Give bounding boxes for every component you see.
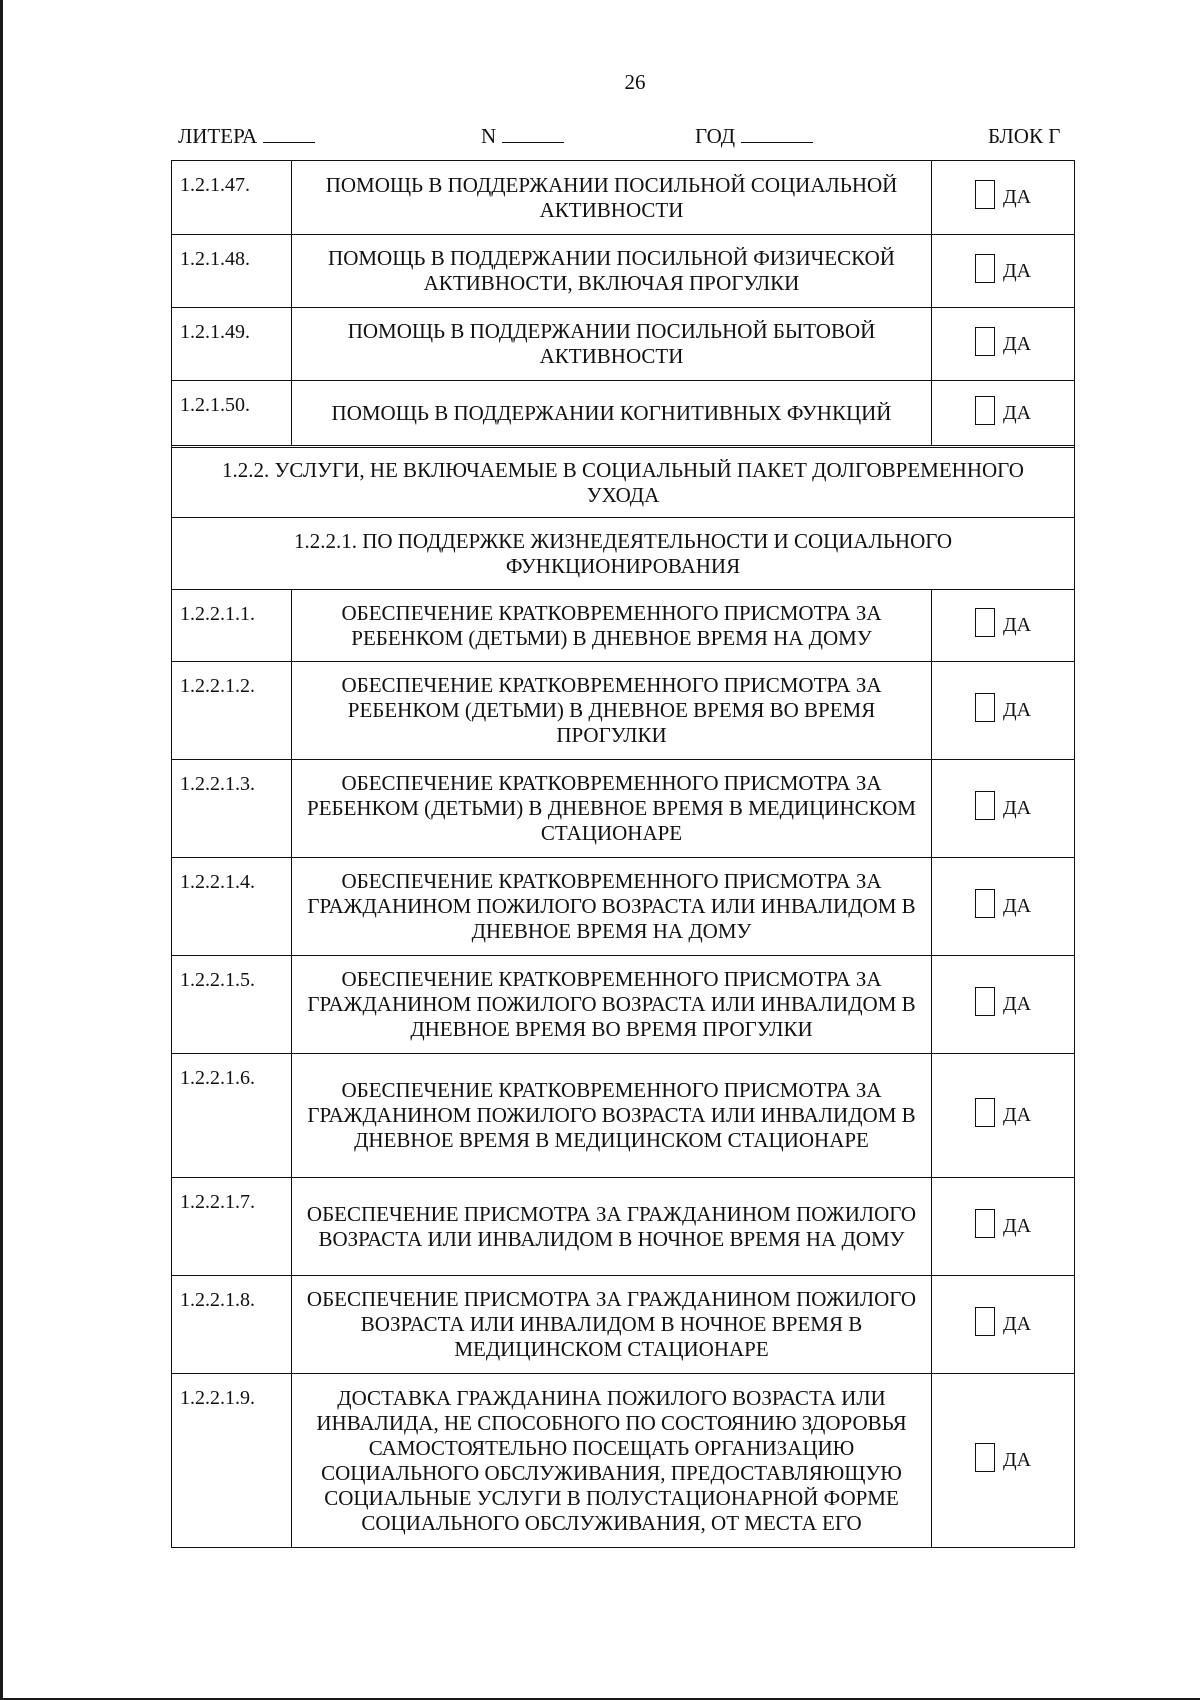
item-description: ОБЕСПЕЧЕНИЕ КРАТКОВРЕМЕННОГО ПРИСМОТРА ЗА ГРАЖДАНИНОМ ПОЖИЛОГО ВОЗРАСТА ИЛИ ИНВАЛИДОМ В ДНЕВНОЕ ВРЕМЯ В МЕДИЦИНСКОМ СТАЦИОНАРЕ — [292, 1054, 932, 1177]
block-label: БЛОК Г — [988, 124, 1061, 148]
table-row — [172, 955, 1074, 1053]
form-header — [0, 124, 1200, 152]
item-description: ОБЕСПЕЧЕНИЕ КРАТКОВРЕМЕННОГО ПРИСМОТРА ЗА РЕБЕНКОМ (ДЕТЬМИ) В ДНЕВНОЕ ВРЕМЯ ВО ВРЕМЯ ПРОГУЛКИ — [292, 662, 932, 759]
section-heading-row — [172, 445, 1074, 517]
table-row — [172, 1275, 1074, 1373]
yes-checkbox[interactable] — [975, 608, 995, 637]
table-row — [172, 589, 1074, 661]
yes-checkbox-cell — [932, 308, 1074, 380]
item-code: 1.2.2.1.5. — [172, 956, 292, 1053]
yes-checkbox[interactable] — [975, 396, 995, 425]
yes-checkbox-cell — [932, 1178, 1074, 1275]
item-description: ПОМОЩЬ В ПОДДЕРЖАНИИ КОГНИТИВНЫХ ФУНКЦИЙ — [292, 381, 932, 445]
table-row — [172, 1373, 1074, 1547]
yes-checkbox[interactable] — [975, 327, 995, 356]
yes-checkbox[interactable] — [975, 1098, 995, 1127]
yes-label: ДА — [1002, 1449, 1032, 1471]
yes-checkbox[interactable] — [975, 1307, 995, 1336]
item-code: 1.2.2.1.9. — [172, 1374, 292, 1547]
yes-label: ДА — [1002, 1313, 1032, 1335]
yes-checkbox-cell — [932, 760, 1074, 857]
yes-label: ДА — [1002, 1215, 1032, 1237]
item-description: ОБЕСПЕЧЕНИЕ ПРИСМОТРА ЗА ГРАЖДАНИНОМ ПОЖИЛОГО ВОЗРАСТА ИЛИ ИНВАЛИДОМ В НОЧНОЕ ВРЕМЯ НА ДОМУ — [292, 1178, 932, 1275]
item-code: 1.2.2.1.7. — [172, 1178, 292, 1275]
yes-label: ДА — [1002, 401, 1032, 424]
table-row — [172, 161, 1074, 234]
yes-checkbox-cell — [932, 956, 1074, 1053]
yes-checkbox[interactable] — [975, 180, 995, 209]
yes-label: ДА — [1002, 332, 1032, 355]
yes-label: ДА — [1002, 993, 1032, 1015]
table-row — [172, 857, 1074, 955]
item-description: ПОМОЩЬ В ПОДДЕРЖАНИИ ПОСИЛЬНОЙ СОЦИАЛЬНОЙ АКТИВНОСТИ — [292, 161, 932, 234]
table-row — [172, 759, 1074, 857]
yes-label: ДА — [1002, 797, 1032, 819]
number-blank[interactable] — [502, 124, 564, 143]
yes-label: ДА — [1002, 614, 1032, 636]
yes-checkbox-cell — [932, 1054, 1074, 1177]
item-code: 1.2.2.1.2. — [172, 662, 292, 759]
item-code: 1.2.1.47. — [172, 161, 292, 234]
table-row — [172, 234, 1074, 307]
section-heading: 1.2.2. УСЛУГИ, НЕ ВКЛЮЧАЕМЫЕ В СОЦИАЛЬНЫЙ ПАКЕТ ДОЛГОВРЕМЕННОГО УХОДА — [222, 457, 1024, 507]
year-label: ГОД — [695, 124, 736, 148]
item-code: 1.2.2.1.8. — [172, 1276, 292, 1373]
yes-checkbox-cell — [932, 590, 1074, 661]
item-code: 1.2.2.1.4. — [172, 858, 292, 955]
yes-label: ДА — [1002, 259, 1032, 282]
scan-edge-left — [0, 0, 3, 1700]
yes-checkbox-cell — [932, 858, 1074, 955]
number-label: N — [481, 124, 497, 148]
item-description: ПОМОЩЬ В ПОДДЕРЖАНИИ ПОСИЛЬНОЙ БЫТОВОЙ АКТИВНОСТИ — [292, 308, 932, 380]
number-field — [481, 124, 564, 149]
item-description: ОБЕСПЕЧЕНИЕ КРАТКОВРЕМЕННОГО ПРИСМОТРА ЗА ГРАЖДАНИНОМ ПОЖИЛОГО ВОЗРАСТА ИЛИ ИНВАЛИДОМ В ДНЕВНОЕ ВРЕМЯ НА ДОМУ — [292, 858, 932, 955]
table-row — [172, 307, 1074, 380]
year-field — [695, 124, 813, 149]
table-row — [172, 661, 1074, 759]
yes-label: ДА — [1002, 699, 1032, 721]
item-code: 1.2.2.1.6. — [172, 1054, 292, 1177]
yes-checkbox[interactable] — [975, 693, 995, 722]
yes-checkbox-cell — [932, 381, 1074, 445]
yes-checkbox[interactable] — [975, 987, 995, 1016]
yes-checkbox[interactable] — [975, 1443, 995, 1472]
yes-label: ДА — [1002, 1104, 1032, 1126]
yes-checkbox-cell — [932, 161, 1074, 234]
yes-label: ДА — [1002, 186, 1032, 208]
item-code: 1.2.1.48. — [172, 235, 292, 307]
yes-checkbox-cell — [932, 235, 1074, 307]
page-number: 26 — [624, 70, 646, 94]
services-table — [171, 160, 1075, 1548]
section-heading-row — [172, 517, 1074, 589]
yes-checkbox[interactable] — [975, 254, 995, 283]
litera-blank[interactable] — [263, 124, 315, 143]
table-row — [172, 1053, 1074, 1177]
item-description: ПОМОЩЬ В ПОДДЕРЖАНИИ ПОСИЛЬНОЙ ФИЗИЧЕСКОЙ АКТИВНОСТИ, ВКЛЮЧАЯ ПРОГУЛКИ — [292, 235, 932, 307]
yes-checkbox-cell — [932, 662, 1074, 759]
litera-label: ЛИТЕРА — [178, 124, 258, 148]
item-description: ОБЕСПЕЧЕНИЕ КРАТКОВРЕМЕННОГО ПРИСМОТРА ЗА РЕБЕНКОМ (ДЕТЬМИ) В ДНЕВНОЕ ВРЕМЯ В МЕДИЦИНСКОМ СТАЦИОНАРЕ — [292, 760, 932, 857]
yes-checkbox[interactable] — [975, 889, 995, 918]
item-description: ОБЕСПЕЧЕНИЕ КРАТКОВРЕМЕННОГО ПРИСМОТРА ЗА РЕБЕНКОМ (ДЕТЬМИ) В ДНЕВНОЕ ВРЕМЯ НА ДОМУ — [292, 590, 932, 661]
item-code: 1.2.1.49. — [172, 308, 292, 380]
year-blank[interactable] — [741, 124, 813, 143]
yes-checkbox[interactable] — [975, 791, 995, 820]
item-code: 1.2.2.1.1. — [172, 590, 292, 661]
table-row — [172, 380, 1074, 445]
yes-label: ДА — [1002, 895, 1032, 917]
table-row — [172, 1177, 1074, 1275]
item-description: ОБЕСПЕЧЕНИЕ КРАТКОВРЕМЕННОГО ПРИСМОТРА ЗА ГРАЖДАНИНОМ ПОЖИЛОГО ВОЗРАСТА ИЛИ ИНВАЛИДОМ В ДНЕВНОЕ ВРЕМЯ ВО ВРЕМЯ ПРОГУЛКИ — [292, 956, 932, 1053]
section-heading: 1.2.2.1. ПО ПОДДЕРЖКЕ ЖИЗНЕДЕЯТЕЛЬНОСТИ И СОЦИАЛЬНОГО ФУНКЦИОНИРОВАНИЯ — [293, 528, 953, 578]
item-code: 1.2.2.1.3. — [172, 760, 292, 857]
item-description: ДОСТАВКА ГРАЖДАНИНА ПОЖИЛОГО ВОЗРАСТА ИЛИ ИНВАЛИДА, НЕ СПОСОБНОГО ПО СОСТОЯНИЮ ЗДОРОВЬЯ САМОСТОЯТЕЛЬНО ПОСЕЩАТЬ ОРГАНИЗАЦИЮ СОЦИАЛЬНОГО ОБСЛУЖИВАНИЯ, ПРЕДОСТАВЛЯЮЩУЮ СОЦИАЛЬНЫЕ УСЛУГИ В ПОЛУСТАЦИОНАРНОЙ ФОРМЕ СОЦИАЛЬНОГО ОБСЛУЖИВАНИЯ, ОТ МЕСТА ЕГО — [292, 1374, 932, 1547]
litera-field — [178, 124, 315, 149]
item-code: 1.2.1.50. — [172, 381, 292, 445]
item-description: ОБЕСПЕЧЕНИЕ ПРИСМОТРА ЗА ГРАЖДАНИНОМ ПОЖИЛОГО ВОЗРАСТА ИЛИ ИНВАЛИДОМ В НОЧНОЕ ВРЕМЯ В МЕДИЦИНСКОМ СТАЦИОНАРЕ — [292, 1276, 932, 1373]
yes-checkbox-cell — [932, 1276, 1074, 1373]
yes-checkbox-cell — [932, 1374, 1074, 1547]
yes-checkbox[interactable] — [975, 1209, 995, 1238]
